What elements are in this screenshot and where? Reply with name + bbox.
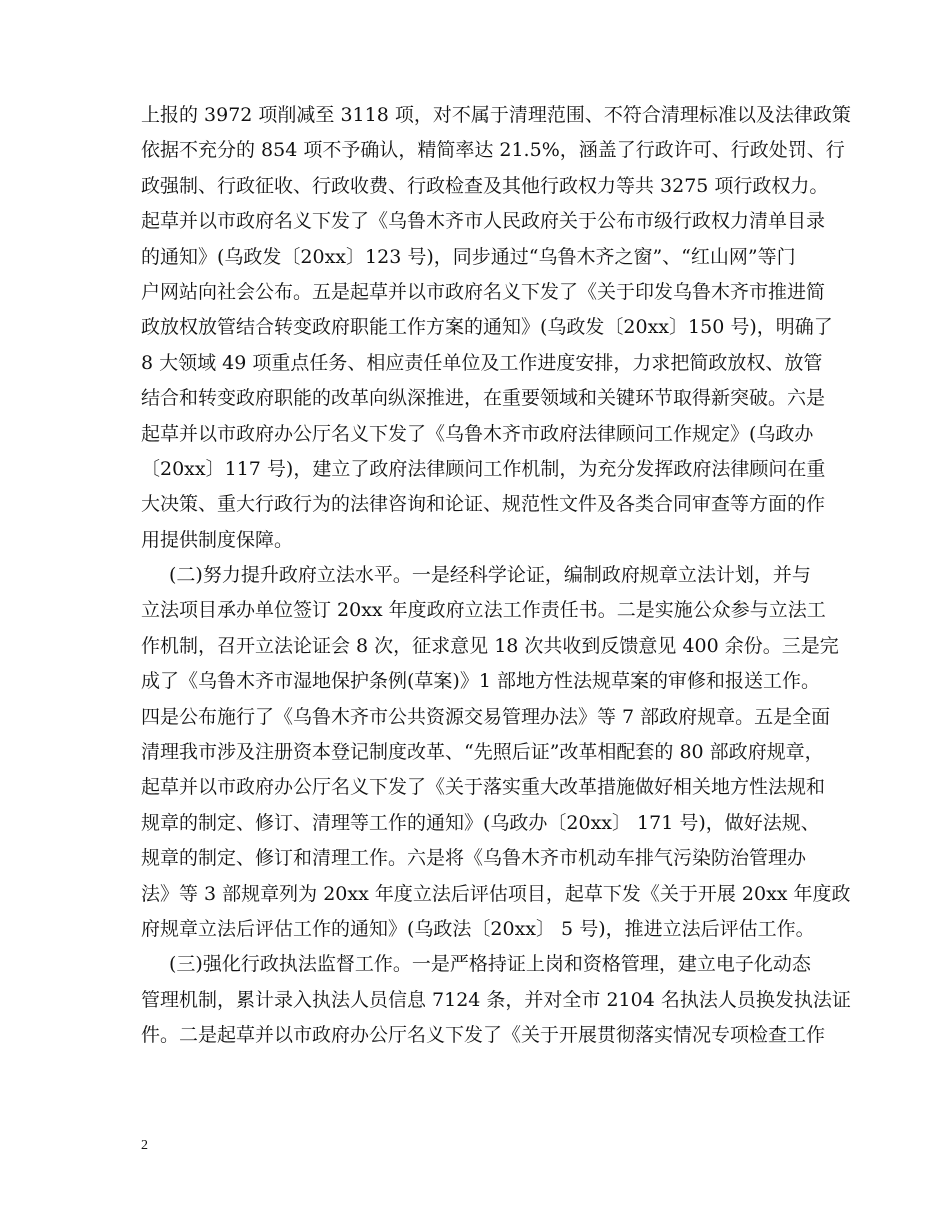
text-line: 起草并以市政府办公厅名义下发了《乌鲁木齐市政府法律顾问工作规定》(乌政办: [141, 422, 814, 445]
text-line: 大决策、重大行政行为的法律咨询和论证、规范性文件及各类合同审查等方面的作: [141, 493, 826, 516]
text-line: 规章的制定、修订、清理等工作的通知》(乌政办〔20xx〕 171 号)，做好法规、: [141, 811, 820, 834]
page-number: 2: [141, 1138, 148, 1153]
paragraph-heading-line: (三)强化行政执法监督工作。一是严格持证上岗和资格管理，建立电子化动态: [169, 953, 811, 976]
text-line: 起草并以市政府办公厅名义下发了《关于落实重大改革措施做好相关地方性法规和: [141, 776, 826, 799]
paragraph-heading-line: (二)努力提升政府立法水平。一是经科学论证，编制政府规章立法计划，并与: [169, 564, 811, 587]
text-line: 8 大领域 49 项重点任务、相应责任单位及工作进度安排，力求把简政放权、放管: [141, 351, 823, 374]
text-line: 户网站向社会公布。五是起草并以市政府名义下发了《关于印发乌鲁木齐市推进简: [141, 280, 826, 303]
text-line: 政放权放管结合转变政府职能工作方案的通知》(乌政发〔20xx〕150 号)，明确了: [141, 316, 833, 339]
text-line: 清理我市涉及注册资本登记制度改革、“先照后证”改革相配套的 80 部政府规章，: [141, 741, 824, 764]
text-line: 结合和转变政府职能的改革向纵深推进，在重要领域和关键环节取得新突破。六是: [141, 387, 826, 410]
text-line: 成了《乌鲁木齐市湿地保护条例(草案)》1 部地方性法规草案的审修和报送工作。: [141, 670, 820, 693]
text-line: 依据不充分的 854 项不予确认，精简率达 21.5%，涵盖了行政许可、行政处罚、行: [141, 139, 845, 162]
body-text: [141, 98, 851, 1054]
text-line: 法》等 3 部规章列为 20xx 年度立法后评估项目，起草下发《关于开展 20xx 年度政: [141, 882, 851, 905]
text-line: 的通知》(乌政发〔20xx〕123 号)，同步通过“乌鲁木齐之窗”、“红山网”等门: [141, 245, 796, 268]
text-line: 规章的制定、修订和清理工作。六是将《乌鲁木齐市机动车排气污染防治管理办: [141, 847, 807, 870]
text-line: 起草并以市政府名义下发了《乌鲁木齐市人民政府关于公布市级行政权力清单目录: [141, 210, 826, 233]
text-line: 〔20xx〕117 号)，建立了政府法律顾问工作机制，为充分发挥政府法律顾问在重: [141, 457, 826, 480]
text-line: 用提供制度保障。: [141, 528, 294, 551]
text-line: 立法项目承办单位签订 20xx 年度政府立法工作责任书。二是实施公众参与立法工: [141, 599, 826, 622]
text-line: 件。二是起草并以市政府办公厅名义下发了《关于开展贯彻落实情况专项检查工作: [141, 1024, 826, 1047]
text-line: 四是公布施行了《乌鲁木齐市公共资源交易管理办法》等 7 部政府规章。五是全面: [141, 705, 831, 728]
text-line: 作机制，召开立法论证会 8 次，征求意见 18 次共收到反馈意见 400 余份。三是完: [141, 634, 839, 657]
text-line: 府规章立法后评估工作的通知》(乌政法〔20xx〕 5 号)，推进立法后评估工作。: [141, 917, 815, 940]
text-line: 上报的 3972 项削减至 3118 项，对不属于清理范围、不符合清理标准以及法律政策: [141, 104, 851, 126]
text-line: 管理机制，累计录入执法人员信息 7124 条，并对全市 2104 名执法人员换发执法证: [141, 988, 851, 1011]
text-line: 政强制、行政征收、行政收费、行政检查及其他行政权力等共 3275 项行政权力。: [141, 174, 829, 197]
